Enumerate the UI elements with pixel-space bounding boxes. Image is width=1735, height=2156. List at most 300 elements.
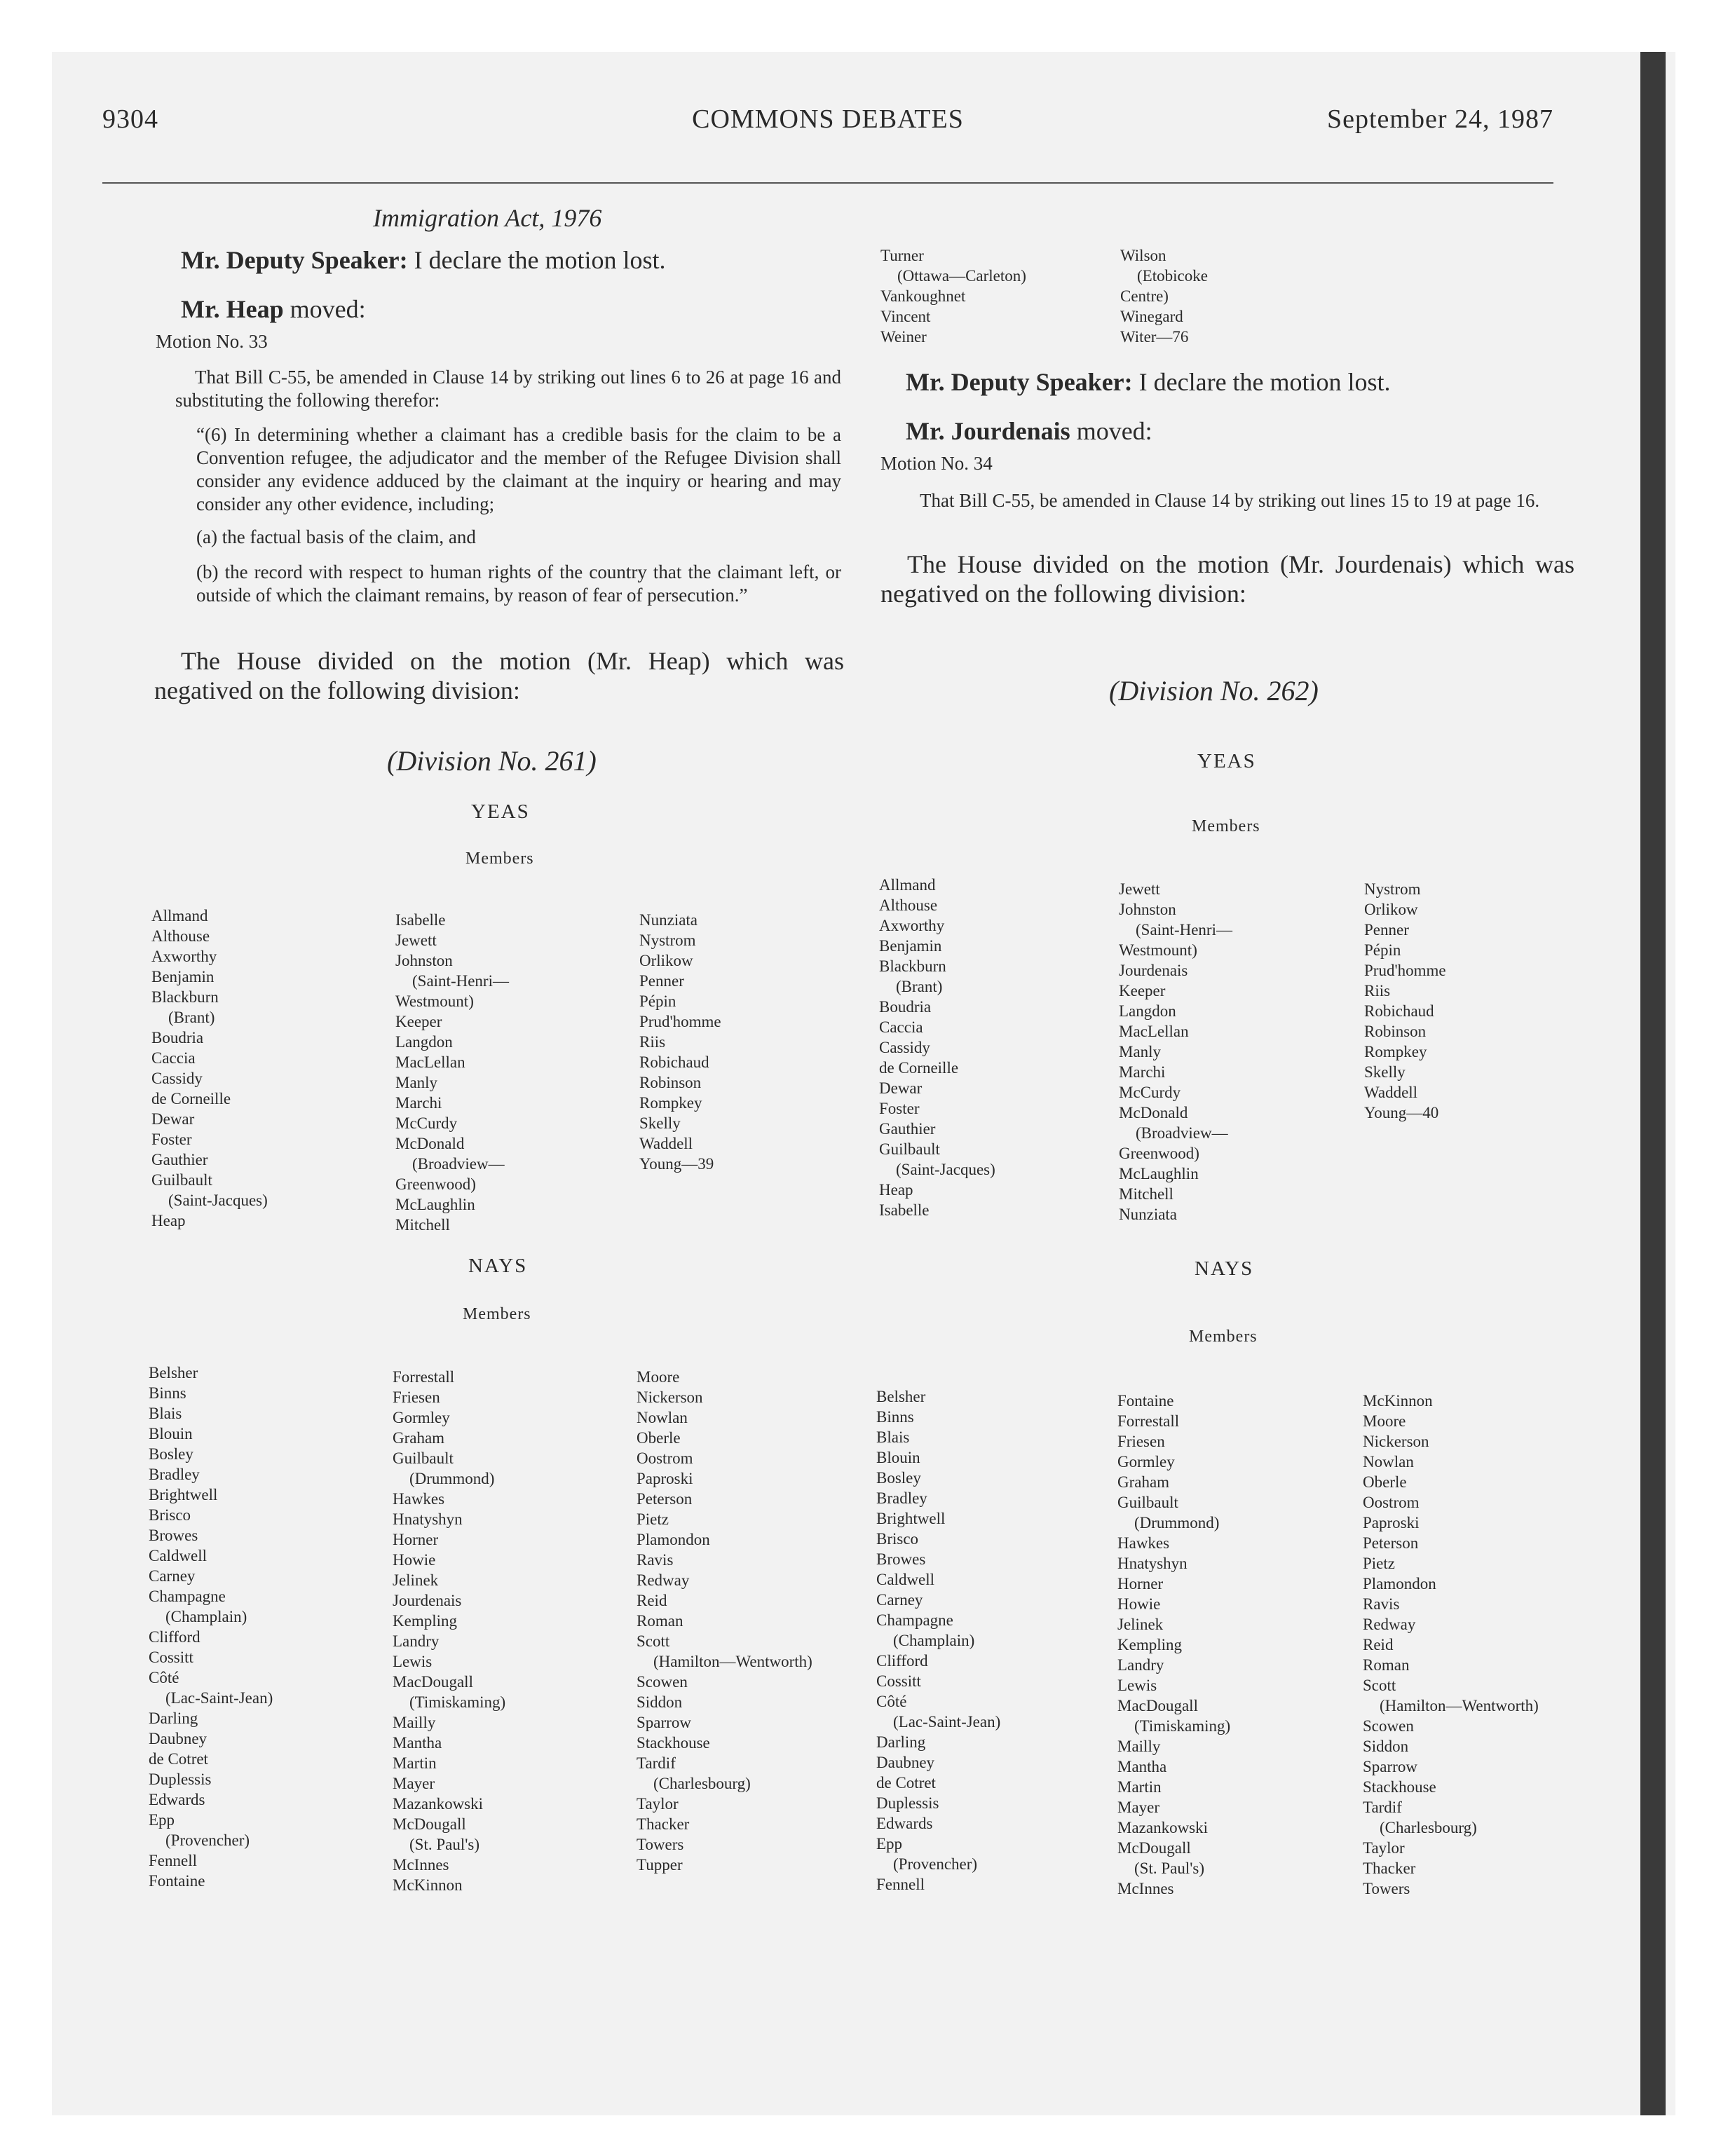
member-name: (Lac-Saint-Jean) xyxy=(165,1689,273,1707)
member-name: Oberle xyxy=(637,1429,681,1447)
member-name: Foster xyxy=(151,1131,192,1148)
member-name: Epp xyxy=(876,1835,903,1853)
member-name: Ravis xyxy=(1363,1595,1400,1613)
speaker-text: I declare the motion lost. xyxy=(407,246,666,274)
member-name: Blais xyxy=(876,1428,910,1446)
member-name: de Cotret xyxy=(876,1774,936,1792)
member-name: Carney xyxy=(149,1567,196,1585)
member-name: Horner xyxy=(393,1531,439,1548)
member-name: Gormley xyxy=(393,1409,450,1426)
member-name: Moore xyxy=(637,1368,680,1386)
member-name: Boudria xyxy=(151,1029,204,1046)
member-name: Fontaine xyxy=(149,1872,205,1890)
deputy-speaker-statement-left xyxy=(181,245,666,275)
member-name: Browes xyxy=(876,1550,926,1568)
motion-label-left: Motion No. 33 xyxy=(156,331,268,352)
member-name: Sparrow xyxy=(1363,1758,1417,1775)
member-name: Horner xyxy=(1117,1575,1164,1592)
member-name: (Charlesbourg) xyxy=(1380,1819,1477,1836)
member-name: Côté xyxy=(149,1669,179,1686)
yeas-col2-left xyxy=(395,910,509,1235)
member-name: Nystrom xyxy=(1364,880,1421,898)
member-name: Brisco xyxy=(876,1530,919,1548)
nays-col2-left xyxy=(393,1367,505,1895)
quote-clause-a: (a) the factual basis of the claim, and xyxy=(196,526,476,547)
member-name: Brightwell xyxy=(149,1486,218,1503)
member-name: Tardif xyxy=(637,1754,676,1772)
member-name: (Etobicoke xyxy=(1137,267,1208,285)
member-name: Friesen xyxy=(393,1389,440,1406)
member-name: Westmount) xyxy=(395,992,474,1010)
member-name: Plamondon xyxy=(1363,1575,1436,1592)
member-name: Forrestall xyxy=(393,1368,455,1386)
member-name: Landry xyxy=(1117,1656,1164,1674)
member-name: Caldwell xyxy=(149,1547,207,1564)
member-name: (Provencher) xyxy=(165,1831,250,1849)
member-name: Allmand xyxy=(151,907,208,925)
member-name: Epp xyxy=(149,1811,175,1829)
member-name: Ravis xyxy=(637,1551,674,1569)
member-name: Jewett xyxy=(395,932,437,949)
member-name: Rompkey xyxy=(639,1094,702,1112)
member-name: Redway xyxy=(637,1571,690,1589)
member-name: Benjamin xyxy=(879,937,942,955)
member-name: McDonald xyxy=(395,1135,465,1152)
member-name: Blouin xyxy=(876,1449,920,1466)
member-name: Boudria xyxy=(879,998,932,1016)
member-name: Friesen xyxy=(1117,1433,1165,1450)
member-name: Bosley xyxy=(149,1445,193,1463)
member-name: Paproski xyxy=(637,1470,693,1487)
member-name: Blais xyxy=(149,1405,182,1422)
member-name: (Broadview— xyxy=(412,1155,505,1173)
member-name: Binns xyxy=(149,1384,186,1402)
member-name: Thacker xyxy=(1363,1860,1416,1877)
member-name: Hawkes xyxy=(1117,1534,1170,1552)
member-name: Taylor xyxy=(637,1795,679,1813)
member-name: Pépin xyxy=(639,992,676,1010)
nays-col3-right xyxy=(1363,1391,1539,1899)
member-name: Forrestall xyxy=(1117,1412,1180,1430)
member-name: Langdon xyxy=(1119,1002,1176,1020)
member-name: Caccia xyxy=(879,1018,923,1036)
mover-name: Mr. Heap xyxy=(181,295,284,323)
member-name: Robichaud xyxy=(639,1053,709,1071)
motion-text-right: That Bill C-55, be amended in Clause 14 by striking out lines 15 to 19 at page 16. xyxy=(920,490,1540,511)
member-name: Nystrom xyxy=(639,932,696,949)
member-name: Marchi xyxy=(395,1094,442,1112)
member-name: Weiner xyxy=(880,328,927,346)
member-name: Penner xyxy=(639,972,684,990)
member-name: Young—39 xyxy=(639,1155,714,1173)
member-name: (Drummond) xyxy=(1134,1514,1220,1531)
member-name: Howie xyxy=(1117,1595,1161,1613)
member-name: Kempling xyxy=(1117,1636,1182,1653)
yeas-members-label-right: Members xyxy=(1192,817,1260,835)
member-name: Belsher xyxy=(876,1388,926,1405)
member-name: Westmount) xyxy=(1119,941,1197,959)
member-name: Manly xyxy=(1119,1043,1162,1060)
member-name: Jelinek xyxy=(393,1571,439,1589)
issue-date: September 24, 1987 xyxy=(1326,104,1553,134)
motion-label-right: Motion No. 34 xyxy=(880,453,993,474)
division-title-262: (Division No. 262) xyxy=(1109,675,1319,707)
member-name: Champagne xyxy=(149,1588,226,1605)
member-name: Foster xyxy=(879,1100,920,1117)
division-statement-left: The House divided on the motion (Mr. Heap) which was negatived on the following division: xyxy=(154,647,844,704)
member-name: Scowen xyxy=(637,1673,688,1691)
member-name: Mayer xyxy=(1117,1799,1160,1816)
member-name: Darling xyxy=(149,1710,198,1727)
member-name: Brightwell xyxy=(876,1510,946,1527)
nays-col1-left xyxy=(149,1363,273,1891)
member-name: (Champlain) xyxy=(893,1632,975,1649)
member-name: Caccia xyxy=(151,1049,196,1067)
speaker-name: Mr. Deputy Speaker: xyxy=(906,368,1133,396)
member-name: Marchi xyxy=(1119,1063,1166,1081)
member-name: (Lac-Saint-Jean) xyxy=(893,1713,1001,1731)
member-name: Belsher xyxy=(149,1364,198,1381)
member-name: Mitchell xyxy=(395,1216,450,1234)
member-name: Greenwood) xyxy=(1119,1145,1199,1162)
member-name: Daubney xyxy=(149,1730,207,1747)
nays-label-left: NAYS xyxy=(468,1255,528,1277)
member-name: Guilbault xyxy=(151,1171,212,1189)
member-name: Graham xyxy=(1117,1473,1170,1491)
member-name: McLaughlin xyxy=(395,1196,475,1213)
member-name: McLaughlin xyxy=(1119,1165,1199,1182)
member-name: Althouse xyxy=(879,896,938,914)
member-name: (Timiskaming) xyxy=(409,1693,506,1711)
member-name: Brisco xyxy=(149,1506,191,1524)
member-name: Cossitt xyxy=(149,1649,193,1666)
member-name: Scott xyxy=(637,1632,670,1650)
member-name: Jourdenais xyxy=(1119,962,1188,979)
header-rule xyxy=(102,182,1553,184)
member-name: Benjamin xyxy=(151,968,215,985)
member-name: (Saint-Jacques) xyxy=(168,1192,268,1209)
member-name: Isabelle xyxy=(395,911,446,929)
member-name: Jourdenais xyxy=(393,1592,462,1609)
member-name: de Cotret xyxy=(149,1750,208,1768)
deputy-speaker-statement-right xyxy=(906,367,1391,397)
member-name: Martin xyxy=(1117,1778,1162,1796)
yeas-members-label-left: Members xyxy=(465,850,534,868)
member-name: Scott xyxy=(1363,1677,1396,1694)
member-name: Lewis xyxy=(393,1653,433,1670)
member-name: Vincent xyxy=(880,308,931,325)
member-name: Guilbault xyxy=(393,1449,454,1467)
member-name: Fennell xyxy=(876,1876,925,1893)
member-name: Oostrom xyxy=(637,1449,693,1467)
member-name: (Timiskaming) xyxy=(1134,1717,1231,1735)
member-name: (Hamilton—Wentworth) xyxy=(653,1653,812,1670)
member-name: Gauthier xyxy=(879,1120,936,1138)
member-name: (Saint-Henri— xyxy=(1136,921,1232,939)
member-name: Mitchell xyxy=(1119,1185,1173,1203)
member-name: McKinnon xyxy=(393,1876,463,1894)
member-name: Winegard xyxy=(1120,308,1183,325)
member-name: Johnston xyxy=(395,952,453,969)
member-name: Wilson xyxy=(1120,247,1166,264)
member-name: Hnatyshyn xyxy=(393,1510,463,1528)
member-name: Centre) xyxy=(1120,287,1169,305)
member-name: McInnes xyxy=(393,1856,449,1874)
member-name: Blackburn xyxy=(879,957,946,975)
member-name: Prud'homme xyxy=(1364,962,1446,979)
member-name: Reid xyxy=(1363,1636,1394,1653)
member-name: Gormley xyxy=(1117,1453,1175,1471)
member-name: Binns xyxy=(876,1408,914,1426)
member-name: Young—40 xyxy=(1364,1104,1439,1121)
member-name: MacDougall xyxy=(393,1673,473,1691)
member-name: Sparrow xyxy=(637,1714,691,1731)
mover-statement-left xyxy=(181,294,366,324)
member-name: Mantha xyxy=(393,1734,442,1752)
member-name: Edwards xyxy=(149,1791,205,1808)
member-name: Vankoughnet xyxy=(880,287,966,305)
member-name: (Ottawa—Carleton) xyxy=(897,267,1026,285)
member-name: Penner xyxy=(1364,921,1409,939)
member-name: Turner xyxy=(880,247,924,264)
member-name: Nickerson xyxy=(1363,1433,1429,1450)
member-name: Graham xyxy=(393,1429,445,1447)
mover-text: moved: xyxy=(283,295,366,323)
member-name: Riis xyxy=(1364,982,1391,999)
member-name: Plamondon xyxy=(637,1531,710,1548)
continued-col2-right xyxy=(1120,245,1208,347)
member-name: McDougall xyxy=(1117,1839,1191,1857)
running-header xyxy=(102,100,1553,149)
yeas-col3-right xyxy=(1364,879,1446,1123)
speaker-text: I declare the motion lost. xyxy=(1132,368,1391,396)
member-name: Johnston xyxy=(1119,901,1176,918)
member-name: Jewett xyxy=(1119,880,1160,898)
member-name: (Hamilton—Wentworth) xyxy=(1380,1697,1539,1714)
member-name: Waddell xyxy=(1364,1084,1418,1101)
member-name: Althouse xyxy=(151,927,210,945)
member-name: Siddon xyxy=(1363,1738,1409,1755)
nays-label-right: NAYS xyxy=(1195,1257,1254,1280)
member-name: Skelly xyxy=(1364,1063,1406,1081)
member-name: Caldwell xyxy=(876,1571,935,1588)
member-name: Carney xyxy=(876,1591,923,1609)
member-name: McDonald xyxy=(1119,1104,1188,1121)
mover-name: Mr. Jourdenais xyxy=(906,417,1070,445)
member-name: Riis xyxy=(639,1033,666,1051)
member-name: (Broadview— xyxy=(1136,1124,1228,1142)
member-name: Guilbault xyxy=(879,1140,940,1158)
member-name: Nunziata xyxy=(1119,1206,1178,1223)
member-name: Taylor xyxy=(1363,1839,1405,1857)
member-name: Darling xyxy=(876,1733,926,1751)
motion-text-left: That Bill C-55, be amended in Clause 14 by striking out lines 6 to 26 at page 16 and substituting the following therefor: xyxy=(175,367,841,411)
member-name: Oostrom xyxy=(1363,1494,1420,1511)
member-name: Scowen xyxy=(1363,1717,1414,1735)
member-name: Roman xyxy=(637,1612,683,1630)
member-name: Champagne xyxy=(876,1611,953,1629)
member-name: (Brant) xyxy=(168,1009,215,1026)
member-name: Oberle xyxy=(1363,1473,1407,1491)
nays-members-label-left: Members xyxy=(463,1305,531,1323)
yeas-col1-left xyxy=(151,906,268,1231)
member-name: Reid xyxy=(637,1592,667,1609)
member-name: Gauthier xyxy=(151,1151,208,1168)
member-name: Witer—76 xyxy=(1120,328,1189,346)
member-name: McCurdy xyxy=(1119,1084,1181,1101)
member-name: Rompkey xyxy=(1364,1043,1427,1060)
page-number: 9304 xyxy=(102,104,158,134)
mover-statement-right xyxy=(906,416,1152,446)
member-name: Skelly xyxy=(639,1114,681,1132)
member-name: Tupper xyxy=(637,1856,683,1874)
speaker-name: Mr. Deputy Speaker: xyxy=(181,246,408,274)
member-name: de Corneille xyxy=(151,1090,231,1107)
member-name: de Corneille xyxy=(879,1059,959,1077)
member-name: Mayer xyxy=(393,1775,435,1792)
yeas-label-left: YEAS xyxy=(471,800,530,823)
member-name: Siddon xyxy=(637,1693,683,1711)
member-name: Nowlan xyxy=(637,1409,688,1426)
member-name: Isabelle xyxy=(879,1201,930,1219)
member-name: Hnatyshyn xyxy=(1117,1555,1188,1572)
member-name: Keeper xyxy=(395,1013,442,1030)
member-name: Guilbault xyxy=(1117,1494,1178,1511)
member-name: Landry xyxy=(393,1632,440,1650)
member-name: (Brant) xyxy=(896,978,943,995)
member-name: Greenwood) xyxy=(395,1175,476,1193)
scan-edge-shadow xyxy=(1640,52,1666,2115)
member-name: Orlikow xyxy=(639,952,693,969)
member-name: Côté xyxy=(876,1693,907,1710)
division-title-261: (Division No. 261) xyxy=(387,745,597,777)
member-name: (Saint-Henri— xyxy=(412,972,509,990)
member-name: Mantha xyxy=(1117,1758,1167,1775)
member-name: Duplessis xyxy=(149,1770,212,1788)
member-name: Mazankowski xyxy=(393,1795,484,1813)
journal-title: COMMONS DEBATES xyxy=(692,104,964,134)
yeas-col1-right xyxy=(879,875,995,1220)
member-name: Hawkes xyxy=(393,1490,445,1508)
member-name: (Charlesbourg) xyxy=(653,1775,751,1792)
member-name: Manly xyxy=(395,1074,438,1091)
member-name: Mailly xyxy=(1117,1738,1161,1755)
section-title: Immigration Act, 1976 xyxy=(373,204,602,232)
member-name: (Drummond) xyxy=(409,1470,495,1487)
quote-clause-b: (b) the record with respect to human rights of the country that the claimant left, or outside of which the claimant remains, by reason of fear of persecution.” xyxy=(196,561,841,606)
member-name: Peterson xyxy=(1363,1534,1419,1552)
member-name: Clifford xyxy=(149,1628,200,1646)
member-name: Allmand xyxy=(879,876,936,894)
member-name: Blouin xyxy=(149,1425,193,1442)
member-name: (Saint-Jacques) xyxy=(896,1161,995,1178)
member-name: Browes xyxy=(149,1527,198,1544)
nays-col1-right xyxy=(876,1386,1000,1895)
member-name: McCurdy xyxy=(395,1114,458,1132)
member-name: Orlikow xyxy=(1364,901,1418,918)
member-name: Duplessis xyxy=(876,1794,939,1812)
member-name: Towers xyxy=(637,1836,684,1853)
yeas-label-right: YEAS xyxy=(1197,750,1256,772)
member-name: (St. Paul's) xyxy=(409,1836,479,1853)
member-name: Blackburn xyxy=(151,988,219,1006)
member-name: Cossitt xyxy=(876,1672,921,1690)
member-name: Fennell xyxy=(149,1852,197,1869)
member-name: Axworthy xyxy=(151,948,217,965)
member-name: Bradley xyxy=(149,1466,200,1483)
mover-text: moved: xyxy=(1070,417,1152,445)
member-name: Paproski xyxy=(1363,1514,1420,1531)
member-name: McDougall xyxy=(393,1815,466,1833)
member-name: Mailly xyxy=(393,1714,436,1731)
member-name: Kempling xyxy=(393,1612,457,1630)
member-name: Peterson xyxy=(637,1490,693,1508)
member-name: Tardif xyxy=(1363,1799,1402,1816)
member-name: Robinson xyxy=(639,1074,702,1091)
nays-col2-right xyxy=(1117,1391,1230,1899)
member-name: Mazankowski xyxy=(1117,1819,1209,1836)
member-name: Waddell xyxy=(639,1135,693,1152)
member-name: Howie xyxy=(393,1551,436,1569)
member-name: Thacker xyxy=(637,1815,690,1833)
member-name: Martin xyxy=(393,1754,437,1772)
member-name: Axworthy xyxy=(879,917,945,934)
member-name: Lewis xyxy=(1117,1677,1157,1694)
division-statement-right: The House divided on the motion (Mr. Jourdenais) which was negatived on the following division: xyxy=(880,550,1574,608)
member-name: Stackhouse xyxy=(637,1734,710,1752)
member-name: Keeper xyxy=(1119,982,1166,999)
member-name: Pietz xyxy=(1363,1555,1395,1572)
member-name: Robinson xyxy=(1364,1023,1427,1040)
member-name: Fontaine xyxy=(1117,1392,1174,1410)
member-name: Pépin xyxy=(1364,941,1401,959)
yeas-col3-left xyxy=(639,910,721,1174)
member-name: MacDougall xyxy=(1117,1697,1198,1714)
member-name: Langdon xyxy=(395,1033,453,1051)
member-name: Cassidy xyxy=(879,1039,930,1056)
member-name: Redway xyxy=(1363,1616,1416,1633)
member-name: (Champlain) xyxy=(165,1608,247,1625)
member-name: Edwards xyxy=(876,1815,933,1832)
member-name: Dewar xyxy=(151,1110,195,1128)
member-name: Cassidy xyxy=(151,1070,203,1087)
nays-col3-left xyxy=(637,1367,812,1875)
yeas-col2-right xyxy=(1119,879,1232,1224)
quote-paragraph-6: “(6) In determining whether a claimant has a credible basis for the claim to be a Convention refugee, the adjudicator and the member of the Refugee Division shall consider any evidence adduced by the claimant at the inquiry or hearing and may consider any other evidence, including; xyxy=(196,424,841,514)
member-name: Prud'homme xyxy=(639,1013,721,1030)
member-name: Nunziata xyxy=(639,911,698,929)
member-name: MacLellan xyxy=(1119,1023,1189,1040)
member-name: MacLellan xyxy=(395,1053,465,1071)
member-name: Nickerson xyxy=(637,1389,703,1406)
member-name: (Provencher) xyxy=(893,1855,978,1873)
member-name: Moore xyxy=(1363,1412,1406,1430)
member-name: Daubney xyxy=(876,1754,935,1771)
member-name: Stackhouse xyxy=(1363,1778,1436,1796)
member-name: Nowlan xyxy=(1363,1453,1414,1471)
member-name: Robichaud xyxy=(1364,1002,1434,1020)
member-name: Towers xyxy=(1363,1880,1410,1897)
member-name: Bradley xyxy=(876,1489,927,1507)
member-name: McInnes xyxy=(1117,1880,1174,1897)
nays-members-label-right: Members xyxy=(1189,1328,1258,1346)
member-name: Roman xyxy=(1363,1656,1410,1674)
continued-col1-right xyxy=(880,245,1026,347)
member-name: Heap xyxy=(879,1181,913,1199)
member-name: (St. Paul's) xyxy=(1134,1860,1204,1877)
member-name: Jelinek xyxy=(1117,1616,1164,1633)
member-name: Heap xyxy=(151,1212,186,1229)
